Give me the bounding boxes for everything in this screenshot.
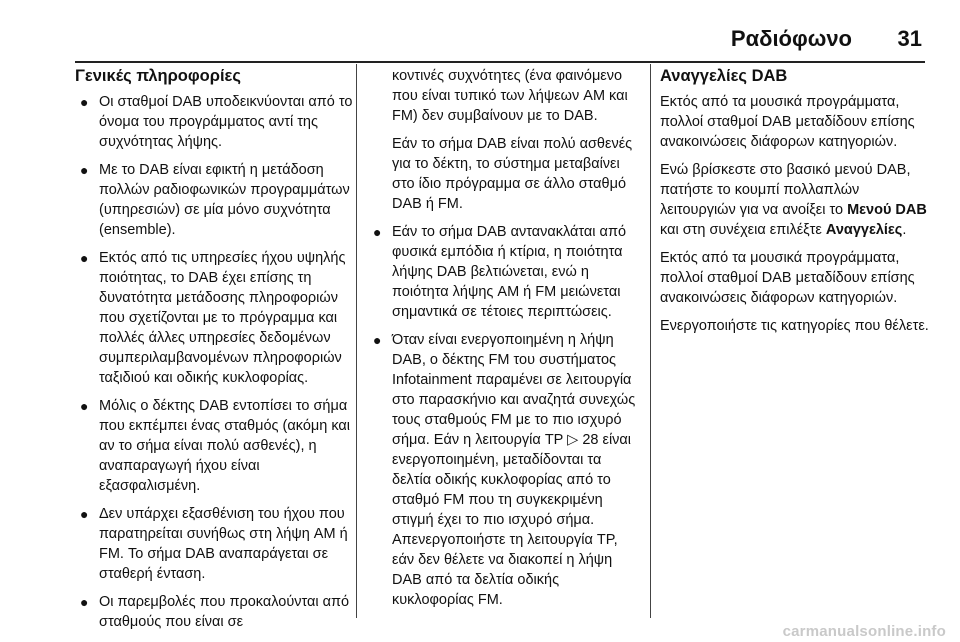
list-item-text-continued: είναι ενεργοποιημένη, μεταδίδονται τα δελτία οδικής κυκλοφορίας από το σταθμό FM που τη συγκεκριμένη στιγμή έχει το πιο ισχυρό σήμα. Απενεργοποιήστε τη λειτουργία TP, εάν δεν θέλετε να διακοπεί η λήψη DAB από τα δελτία οδικής κυκλοφορίας FM. (392, 432, 632, 608)
paragraph-instructions (660, 160, 930, 240)
column-3 (660, 66, 930, 344)
list-item (75, 504, 353, 584)
continued-paragraph-2: Εάν το σήμα DAB είναι πολύ ασθενές για το δέκτη, το σύστημα μεταβαίνει στο ίδιο πρόγραμμα σε άλλο σταθμό DAB ή FM. (392, 136, 633, 212)
column-divider-1 (356, 64, 357, 618)
list-item-text: Οι παρεμβολές που προκαλούνται από σταθμούς που είναι σε (99, 594, 350, 630)
list-item (368, 330, 642, 610)
continued-paragraph: κοντινές συχνότητες (ένα φαινόμενο που είναι τυπικό των λήψεων AM και FM) δεν συμβαίνουν με το DAB. (392, 68, 628, 124)
list-item (75, 592, 353, 632)
list-item-text: Οι σταθμοί DAB υποδεικνύονται από το όνομα του προγράμματος αντί της συχνότητας λήψης. (99, 94, 353, 150)
bullet-icon: ● (80, 250, 89, 266)
bullet-icon: ● (80, 162, 89, 178)
column-divider-2 (650, 64, 651, 618)
list-item-text: Εκτός από τις υπηρεσίες ήχου υψηλής ποιότητας, το DAB έχει επίσης τη δυνατότητα μετάδοσης πληροφοριών που σχετίζονται με το πρόγραμμα και πολλές άλλες υπηρεσίες δεδομένων συμπεριλαμβανομένων πληροφοριών ταξιδιού και οδικής κυκλοφορίας. (99, 250, 346, 386)
list-item (75, 248, 353, 388)
bullet-list-dab (368, 222, 642, 610)
page-title: Ραδιόφωνο (730, 26, 852, 51)
paragraph: Εκτός από τα μουσικά προγράμματα, πολλοί σταθμοί DAB μεταδίδουν επίσης ανακοινώσεις διάφορων κατηγοριών. (660, 250, 915, 306)
section-heading-dab-announcements: Αναγγελίες DAB (660, 67, 788, 85)
list-item-text: Εάν το σήμα DAB αντανακλάται από φυσικά εμπόδια ή κτίρια, η ποιότητα λήψης DAB βελτιώνεται, ενώ η ποιότητα λήψης AM ή FM μειώνεται σημαντικά σε τέτοιες περιπτώσεις. (392, 224, 627, 320)
page-reference-link[interactable]: 28 (582, 432, 599, 448)
bullet-icon: ● (373, 332, 382, 348)
list-item (75, 396, 353, 496)
list-item-text: Δεν υπάρχει εξασθένιση του ήχου που παρατηρείται συνήθως στη λήψη AM ή FM. Το σήμα DAB αναπαράγεται σε σταθερή ένταση. (99, 506, 348, 582)
list-item-text: Μόλις ο δέκτης DAB εντοπίσει το σήμα που εκπέμπει ένας σταθμός (ακόμη και αν το σήμα είναι πολύ ασθενές), η αναπαραγωγή ήχου είναι εξασφαλισμένη. (99, 398, 351, 494)
section-heading-general: Γενικές πληροφορίες (75, 67, 241, 85)
list-item (75, 160, 353, 240)
menu-name-dab: Μενού DAB (847, 202, 927, 218)
list-item-text: Με το DAB είναι εφικτή η μετάδοση πολλών ραδιοφωνικών προγραμμάτων (υπηρεσιών) σε μία μόνο συχνότητα (ensemble). (99, 162, 350, 238)
bullet-icon: ● (80, 594, 89, 610)
header-rule (75, 61, 925, 63)
bullet-icon: ● (373, 224, 382, 240)
text-run: και στη συνέχεια επιλέξτε (660, 222, 826, 238)
list-item-text: Όταν είναι ενεργοποιημένη η λήψη DAB, ο δέκτης FM του συστήματος Infotainment παραμένει σε λειτουργία στο παρασκήνιο και αναζητά συνεχώς τους σταθμούς FM με το πιο ισχυρό σήμα. Εάν η λειτουργία TP (392, 332, 636, 448)
column-1 (75, 66, 353, 640)
text-run: Ενώ βρίσκεστε στο βασικό μενού DAB, πατήστε το κουμπί πολλαπλών λειτουργιών για να ανοίξει το (660, 162, 911, 218)
reference-arrow-icon: ▷ (567, 432, 579, 448)
paragraph: Εκτός από τα μουσικά προγράμματα, πολλοί σταθμοί DAB μεταδίδουν επίσης ανακοινώσεις διάφορων κατηγοριών. (660, 94, 915, 150)
list-item (368, 222, 642, 322)
menu-item-announcements: Αναγγελίες (825, 222, 903, 238)
column-2 (368, 66, 642, 618)
bullet-icon: ● (80, 398, 89, 414)
paragraph: Ενεργοποιήστε τις κατηγορίες που θέλετε. (660, 318, 929, 334)
bullet-list-general (75, 92, 353, 632)
page-header (0, 0, 960, 60)
list-item (75, 92, 353, 152)
page-number: 31 (897, 26, 922, 51)
watermark: carmanualsonline.info (782, 623, 946, 640)
bullet-icon: ● (80, 94, 89, 110)
bullet-icon: ● (80, 506, 89, 522)
text-run: . (902, 222, 907, 238)
